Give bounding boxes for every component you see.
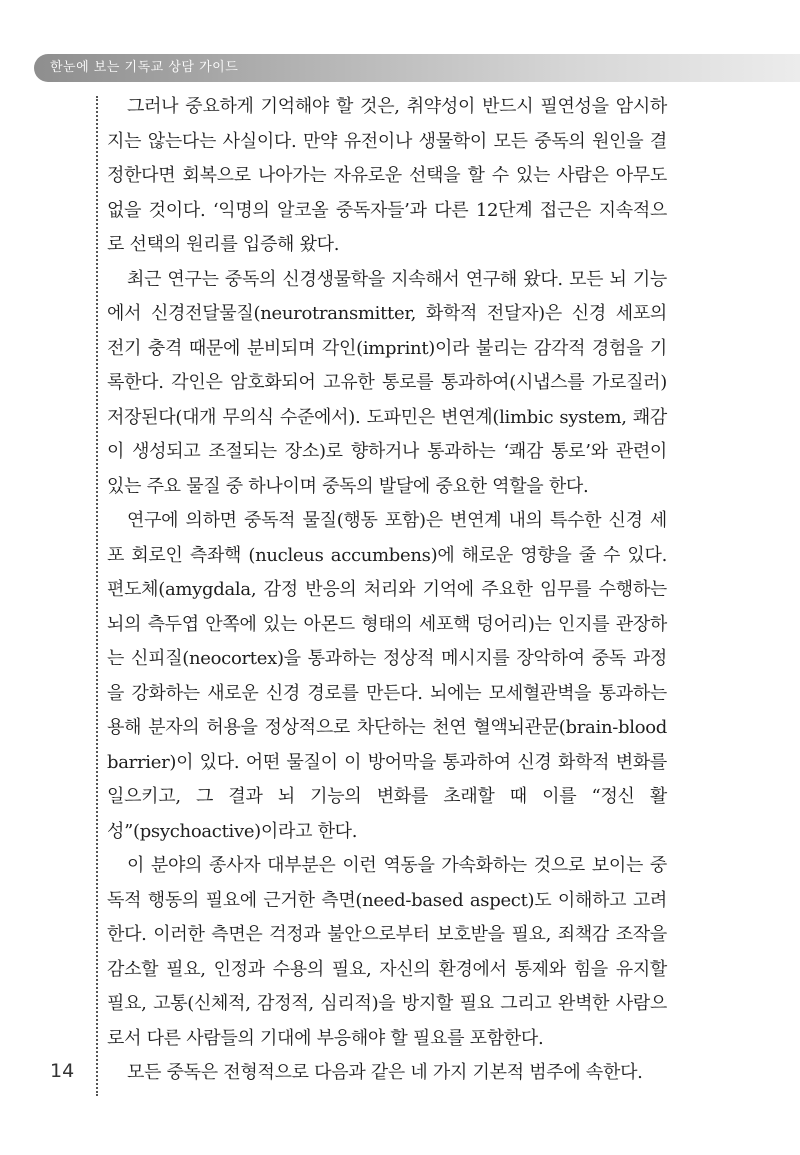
body-paragraph: 연구에 의하면 중독적 물질(행동 포함)은 변연계 내의 특수한 신경 세포 회로인 측좌핵 (nucleus accumbens)에 해로운 영향을 줄 수 있다. 편도체(amygdala, 감정 반응의 처리와 기억에 주요한 임무를 수행하는 뇌의 측두엽 안쪽에 있는 아몬드 형태의 세포핵 덩어리)는 인지를 관장하는 신피질(neocortex)을 통과하는 정상적 메시지를 장악하여 중독 과정을 강화하는 새로운 신경 경로를 만든다. 뇌에는 모세혈관벽을 통과하는 용해 분자의 허용을 정상적으로 차단하는 천연 혈액뇌관문(brain-blood barrier)이 있다. 어떤 물질이 이 방어막을 통과하여 신경 화학적 변화를 일으키고, 그 결과 뇌 기능의 변화를 초래할 때 이를 “정신 활성”(psychoactive)이라고 한다. (107, 510, 667, 842)
running-header-bar (34, 54, 800, 82)
body-paragraph: 모든 중독은 전형적으로 다음과 같은 네 가지 기본적 범주에 속한다. (127, 1062, 643, 1083)
body-paragraph: 그러나 중요하게 기억해야 할 것은, 취약성이 반드시 필연성을 암시하지는 않는다는 사실이다. 만약 유전이나 생물학이 모든 중독의 원인을 결정한다면 회복으로 나아가는 자유로운 선택을 할 수 있는 사람은 아무도 없을 것이다. ‘익명의 알코올 중독자들’과 다른 12단계 접근은 지속적으로 선택의 원리를 입증해 왔다. (107, 96, 667, 255)
running-header-title: 한눈에 보는 기독교 상담 가이드 (50, 60, 239, 75)
page-body (107, 90, 667, 1091)
body-paragraph: 최근 연구는 중독의 신경생물학을 지속해서 연구해 왔다. 모든 뇌 기능에서 신경전달물질(neurotransmitter, 화학적 전달자)은 신경 세포의 전기 충격 때문에 분비되며 각인(imprint)이라 불리는 감각적 경험을 기록한다. 각인은 암호화되어 고유한 통로를 통과하여(시냅스를 가로질러) 저장된다(대개 무의식 수준에서). 도파민은 변연계(limbic system, 쾌감이 생성되고 조절되는 장소)로 향하거나 통과하는 ‘쾌감 통로’와 관련이 있는 주요 물질 중 하나이며 중독의 발달에 중요한 역할을 한다. (107, 268, 667, 497)
margin-dotted-rule (96, 96, 98, 1096)
body-paragraph: 이 분야의 종사자 대부분은 이런 역동을 가속화하는 것으로 보이는 중독적 행동의 필요에 근거한 측면(need-based aspect)도 이해하고 고려한다. 이러한 측면은 걱정과 불안으로부터 보호받을 필요, 죄책감 조작을 감소할 필요, 인정과 수용의 필요, 자신의 환경에서 통제와 힘을 유지할 필요, 고통(신체적, 감정적, 심리적)을 방지할 필요 그리고 완벽한 사람으로서 다른 사람들의 기대에 부응해야 할 필요를 포함한다. (107, 855, 667, 1049)
page-number: 14 (50, 1060, 75, 1082)
